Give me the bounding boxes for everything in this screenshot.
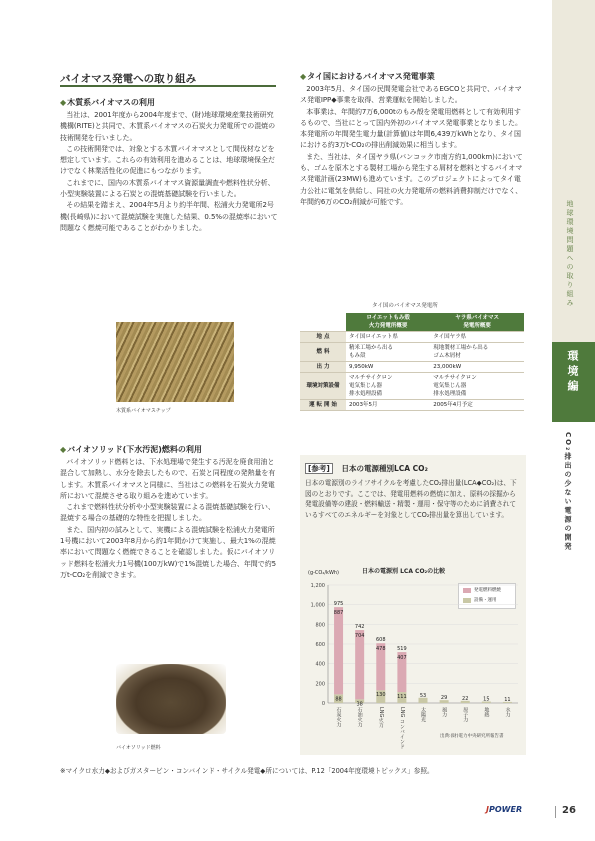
footer-divider <box>555 806 556 818</box>
bar-value-label: 887 <box>333 610 344 617</box>
paragraph: また、当社は、タイ国ヤラ県(バンコック市南方約1,000km)においても、ゴムを原木とする製材工場から発生する屑材を燃料とするバイオマス発電計画(23MW)も進めています。このプロジェクトによってタイ電力公社に電気を供給し、同社の火力発電所の燃料消費抑制だけでなく、年間約6万のCO₂削減が可能です。 <box>300 152 523 206</box>
thailand-body <box>300 84 524 208</box>
photo-caption: 木質系バイオマスチップ <box>116 408 171 414</box>
y-tick-label: 1,200 <box>310 583 325 589</box>
y-tick-label: 400 <box>315 661 325 668</box>
chart-ylabel: (g-CO₂/kWh) <box>308 570 340 576</box>
bar-value-label: 11 <box>504 696 511 703</box>
x-tick-label: 地熱 <box>483 707 490 717</box>
table-cell: 23,000kW <box>430 362 524 373</box>
chart-source: 出典:(財)電力中央研究所報告書 <box>440 734 504 739</box>
reference-title: 日本の電源種別LCA CO₂ <box>341 464 428 473</box>
bar-value-label: 111 <box>397 694 407 701</box>
bar-value-label: 53 <box>419 692 427 699</box>
table-row <box>300 362 524 373</box>
x-tick-label: LNG コンバインド <box>398 707 405 749</box>
table-row <box>300 343 524 362</box>
y-tick-label: 1,000 <box>310 602 325 609</box>
subheading-wood-biomass: ◆木質系バイオマスの利用 <box>60 98 155 107</box>
y-tick-label: 800 <box>315 622 325 629</box>
photo-caption: バイオソリッド燃料 <box>116 745 161 751</box>
bar-value-label: 22 <box>462 695 469 702</box>
sidebar-tab <box>552 0 595 380</box>
bar-value-label: 29 <box>440 695 448 702</box>
reference-text: 日本の電源別のライフサイクルを考慮したCO₂排出量(LCA◆CO₂)は、下図のとおりです。ここでは、発電用燃料の燃焼に加え、原料の採掘から発電設備等の建設・燃料輸送・精製・運用・保守等のために消費されているすべてのエネルギーを対象としてCO₂排出量を算出しています。 <box>305 479 517 519</box>
table-cell: 2005年4月予定 <box>430 400 524 411</box>
table-cell: タイ国ヤラ県 <box>430 332 524 343</box>
logo-mark-icon: J <box>486 805 489 814</box>
thai-plant-table <box>300 313 524 411</box>
table-header-cell <box>300 313 346 332</box>
footnote: ※マイクロ水力◆およびガスタービン・コンバインド・サイクル発電◆所については、P.12「2004年度環境トピックス」参照。 <box>60 767 434 775</box>
x-tick-label: 太陽光 <box>420 707 426 722</box>
bar-value-label: 130 <box>376 692 386 699</box>
bar-combustion <box>355 630 364 699</box>
diamond-icon: ◆ <box>300 72 307 81</box>
bar-combustion <box>334 607 343 694</box>
x-tick-label: LNG火力 <box>377 707 384 728</box>
bar-value-label: 88 <box>335 696 342 703</box>
y-tick-label: 200 <box>315 681 325 688</box>
page-number: 26 <box>562 805 576 816</box>
table-row <box>300 332 524 343</box>
table-header-row <box>300 313 524 332</box>
paragraph: また、国内初の試みとして、実機による混焼試験を松浦火力発電所1号機において2003年8月から約1年間かけて実施し、最大1%の混焼率において問題なく燃焼できることを確認しました。仮にバイオソリッド燃料を松浦火力1号機(100万kW)で1%混焼した場合、年間で約5万t-CO₂を削減できます。 <box>60 525 277 579</box>
paragraph: その結果を踏まえ、2004年5月より約半年間、松浦火力発電所2号機(長崎県)において混焼試験を実施した結果、0.5%の混焼率において問題なく燃焼可能であることがわかりました。 <box>60 201 278 232</box>
bar-value-label: 15 <box>483 696 490 703</box>
bar-total-label: 742 <box>354 624 365 631</box>
table-cell: マルチサイクロン 電気集じん器 排水処理設備 <box>430 373 524 400</box>
table-cell: タイ国ロイエット県 <box>346 332 430 343</box>
paragraph: 当社は、2001年度から2004年度まで、(財)地球環境産業技術研究機構(RITE)と共同で、木質系バイオマスの石炭火力発電所での混焼の技術開発を行いました。 <box>60 111 276 142</box>
sidebar-section-label: 地球環境問題への取り組み <box>566 200 574 308</box>
paragraph: これまで燃料性状分析や小型実験装置による混焼基礎試験を行い、混焼する場合の基礎的な特性を把握しました。 <box>60 503 275 523</box>
bar-total-label: 608 <box>376 637 386 644</box>
x-tick-label: 石油火力 <box>356 707 363 727</box>
subheading-thailand: ◆タイ国におけるバイオマス発電事業 <box>300 72 435 81</box>
heading-rule <box>60 85 276 87</box>
table-row <box>300 400 524 411</box>
y-tick-label: 0 <box>321 701 325 707</box>
biosolid-photo <box>116 664 226 734</box>
diamond-icon: ◆ <box>60 445 67 454</box>
wood-biomass-body <box>60 110 278 234</box>
paragraph: 2003年5月、タイ国の民間発電会社であるEGCOと共同で、バイオマス発電IPP◆事業を取得、営業運転を開始しました。 <box>300 85 522 105</box>
table-cell: 2003年5月 <box>346 400 430 411</box>
row-label: 出 力 <box>300 362 346 373</box>
paragraph: 本事業は、年間約7万6,000tのもみ殻を発電用燃料として有効利用するもので、当社にとって国内外初のバイオマス発電事業となりました。本発電所の年間発生電力量(計算値)は年間6,439万kWhとなり、タイ国における約3万t-CO₂の排出削減効果に相当します。 <box>300 107 522 150</box>
paragraph: これまでに、国内の木質系バイオマス資源量調査や燃料性状分析、小型実験装置による石炭との混焼基礎試験を行いました。 <box>60 178 275 199</box>
bar-total-label: 519 <box>397 645 407 652</box>
bar-value-label: 478 <box>376 646 386 653</box>
bar-value-label: 38 <box>356 701 363 708</box>
row-label: 運 転 開 始 <box>300 400 346 411</box>
bar-value-label: 407 <box>397 655 407 662</box>
row-label: 燃 料 <box>300 343 346 362</box>
paragraph: バイオソリッド燃料とは、下水処理場で発生する汚泥を廃食用油と混合して加熱し、水分を除去したもので、石炭と同程度の発熱量を有します。木質系バイオマスと同様に、当社はこの燃料を石炭火力発電所において混焼させる取り組みを進めています。 <box>60 458 276 500</box>
x-tick-label: 風力 <box>441 707 448 717</box>
legend-label: 設備・運用 <box>474 598 497 603</box>
reference-tag: [参考] <box>305 463 333 474</box>
row-label: 環境対策設備 <box>300 373 346 400</box>
reference-header <box>305 463 428 474</box>
table-header-cell: ロイエットもみ殻 火力発電所概要 <box>346 313 430 332</box>
sidebar-chapter-label: 環境編 <box>566 350 579 395</box>
x-tick-label: 原子力 <box>462 707 469 722</box>
bar-total-label: 975 <box>333 601 344 608</box>
paragraph: この技術開発では、対象とする木質バイオマスとして間伐材などを想定しています。これらの有効利用を進めることは、地球環境保全だけでなく林業活性化の促進にもつながります。 <box>60 144 275 176</box>
table-header-cell: ヤラ県バイオマス 発電所概要 <box>430 313 524 332</box>
x-tick-label: 水力 <box>504 707 511 717</box>
chart-title: 日本の電源別 LCA CO₂の比較 <box>362 568 446 575</box>
section-heading-biomass: バイオマス発電への取り組み <box>60 73 197 85</box>
table-caption: タイ国のバイオマス発電所 <box>372 303 438 309</box>
wood-chip-photo <box>116 322 234 402</box>
table-cell: マルチサイクロン 電気集じん器 排水処理設備 <box>346 373 430 400</box>
row-label: 地 点 <box>300 332 346 343</box>
sidebar-topic-label: CO₂排出の少ない電源の開発 <box>564 432 572 552</box>
subheading-biosolid: ◆バイオソリッド(下水汚泥)燃料の利用 <box>60 445 202 454</box>
biosolid-body <box>60 457 278 581</box>
diamond-icon: ◆ <box>60 98 67 107</box>
lca-chart <box>300 575 526 755</box>
table-row <box>300 373 524 400</box>
y-tick-label: 600 <box>315 642 325 648</box>
table-cell: 現地製材工場から出る ゴム木屑材 <box>430 343 524 362</box>
table-cell: 精米工場から出る もみ殻 <box>346 343 430 362</box>
jpower-logo: JPOWER <box>486 805 523 814</box>
x-tick-label: 石炭火力 <box>335 707 342 727</box>
bar-value-label: 704 <box>354 633 365 640</box>
table-cell: 9,950kW <box>346 362 430 373</box>
legend-label: 発電燃料燃焼 <box>474 588 501 593</box>
